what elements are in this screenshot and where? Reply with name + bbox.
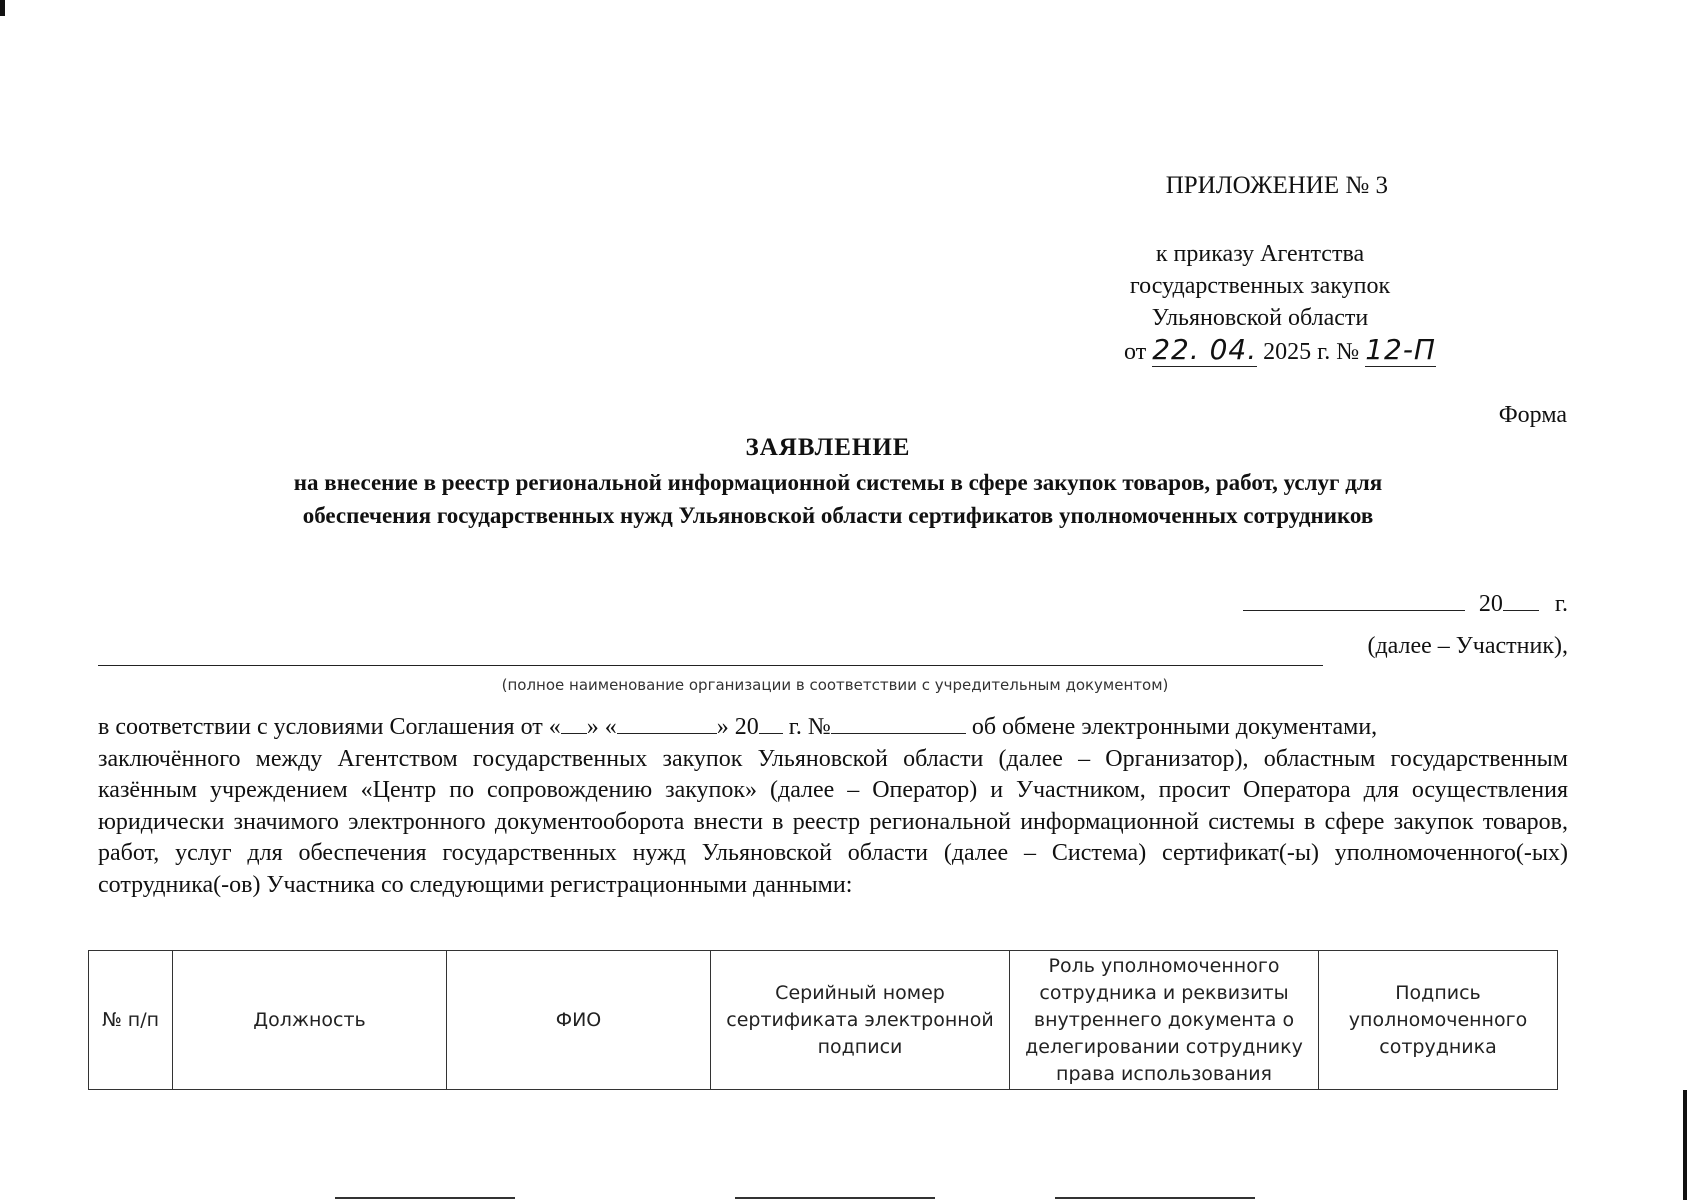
bottom-line-2 [735, 1197, 935, 1199]
date-year-blank [1503, 588, 1539, 611]
col-certificate-serial: Серийный номер сертификата электронной подписи [711, 951, 1010, 1090]
order-date-line [1124, 334, 1436, 368]
month-blank [617, 713, 717, 734]
document-title: ЗАЯВЛЕНИЕ [745, 434, 911, 461]
body-text-c: » 20 [716, 714, 759, 740]
form-label: Форма [1498, 402, 1567, 428]
body-text-b: » « [586, 714, 617, 740]
order-date-handwritten: 22. 04. [1152, 333, 1258, 366]
order-year: 2025 г. № [1263, 339, 1360, 365]
participant-line [98, 633, 1323, 666]
order-ref-line1: к приказу Агентства [1155, 241, 1365, 267]
col-fio: ФИО [447, 951, 711, 1090]
right-page-edge [1683, 1090, 1687, 1200]
bottom-line-1 [335, 1197, 515, 1199]
col-role: Роль уполномоченного сотрудника и реквизиты внутреннего документа о делегировании сотруднику права использования [1010, 951, 1319, 1090]
order-reference [1124, 238, 1436, 368]
order-ref-line2: государственных закупок [1129, 273, 1391, 299]
order-number-handwritten: 12-П [1365, 333, 1436, 366]
appendix-title: ПРИЛОЖЕНИЕ № 3 [1165, 172, 1388, 199]
body-text-d: г. № [782, 714, 831, 740]
body-rest: заключённого между Агентством государственных закупок Ульяновской области (далее – Организатор), областным государственным казённым учреждением «Центр по сопровождению закупок» (далее – Оператор) и Участником, просит Оператора для осуществления юридически значимого электронного документооборота внести в реестр региональной информационной системы в сфере закупок товаров, работ, услуг для обеспечения государственных нужд Ульяновской области (далее – Система) сертификат(-ы) уполномоченного(-ых) сотрудника(-ов) Участника со следующими регистрационными данными: [98, 745, 1568, 898]
order-date-prefix: от [1124, 339, 1147, 365]
date-year-prefix: 20 [1478, 591, 1503, 617]
date-year-suffix: г. [1554, 591, 1568, 617]
participant-caption: (полное наименование организации в соответствии с учредительным документом) [501, 676, 1169, 694]
date-blank [1243, 588, 1465, 611]
date-line [1243, 588, 1568, 618]
body-first-line [98, 712, 1568, 744]
body-text-e: об обмене электронными документами, [965, 714, 1378, 740]
body-text-a: в соответствии с условиями Соглашения от « [98, 714, 561, 740]
certificates-table [88, 950, 1558, 1090]
order-ref-line3: Ульяновской области [1151, 305, 1369, 331]
col-position: Должность [173, 951, 447, 1090]
body-paragraph [98, 712, 1568, 901]
subtitle-line2: обеспечения государственных нужд Ульяновской области сертификатов уполномоченных сотрудников [302, 503, 1374, 528]
left-scan-mark [0, 0, 5, 16]
subtitle-line1: на внесение в реестр региональной информационной системы в сфере закупок товаров, работ, услуг для [293, 470, 1383, 495]
day-blank [561, 713, 587, 734]
year-blank [759, 713, 783, 734]
col-signature: Подпись уполномоченного сотрудника [1319, 951, 1558, 1090]
agreement-number-blank [831, 713, 966, 734]
document-subtitle [0, 466, 1686, 532]
bottom-line-3 [1055, 1197, 1255, 1199]
col-number: № п/п [89, 951, 173, 1090]
participant-suffix: (далее – Участник), [1367, 633, 1568, 659]
table-header-row [89, 951, 1558, 1090]
